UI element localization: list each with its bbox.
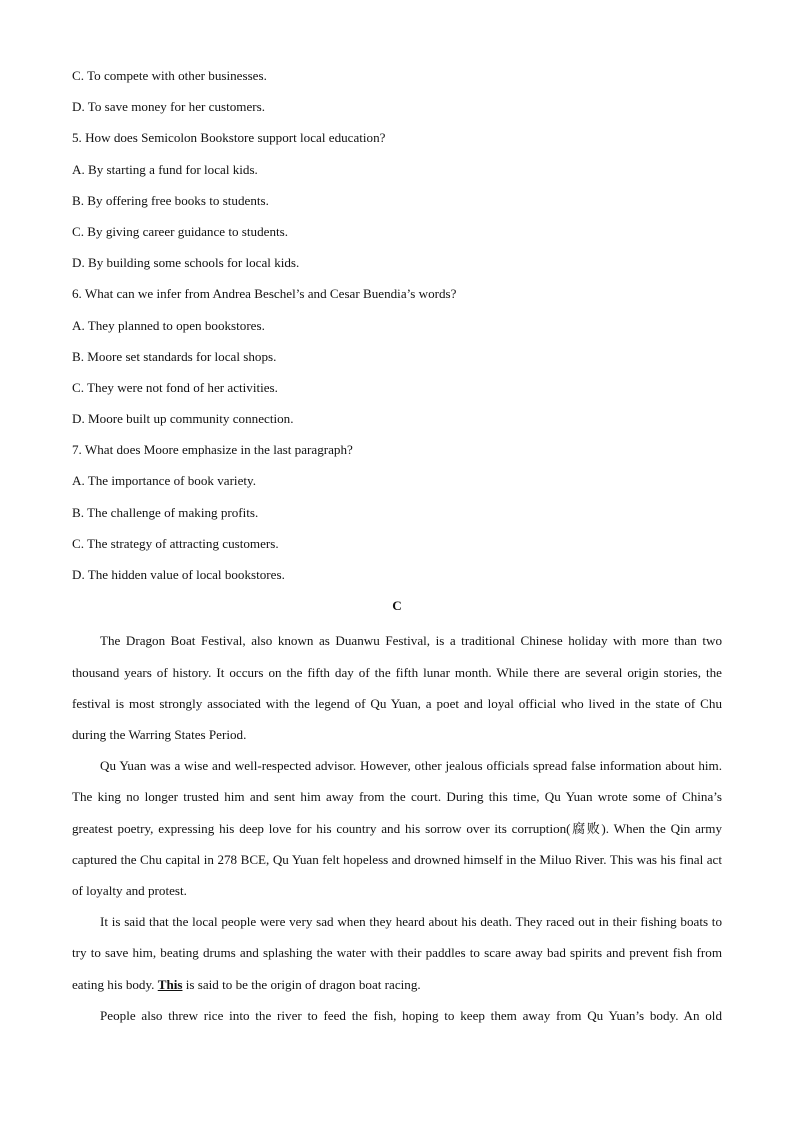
q4-option-d: D. To save money for her customers. — [72, 99, 266, 115]
q7-option-d: D. The hidden value of local bookstores. — [72, 567, 285, 582]
q5-option-b: B. By offering free books to students. — [72, 192, 269, 208]
passage-paragraph-2: Qu Yuan was a wise and well-respected advisor. However, other jealous officials spread false information about him. The king no longer trusted him and sent him away from the court. During this time, Qu Yuan wrote some of China’s greatest poetry, expressing his deep love for his country and his sorrow over its corruption(腐败). When the Qin army captured the Chu capital in 278 BCE, Qu Yuan felt hopeless and drowned himself in the Miluo River. This was his final act of loyalty and protest. — [72, 758, 722, 898]
q6-option-d: D. Moore built up community connection. — [72, 411, 294, 427]
underlined-word-this: This — [157, 976, 183, 992]
passage-paragraph-4: People also threw rice into the river to feed the fish, hoping to keep them away from Qu Yuan’s body. An old — [100, 1007, 722, 1023]
passage-heading: C — [392, 598, 402, 614]
q5-stem: 5. How does Semicolon Bookstore support local education? — [72, 130, 386, 146]
q6-stem: 6. What can we infer from Andrea Beschel’s and Cesar Buendia’s words? — [72, 286, 457, 302]
paragraph-3-text-after: is said to be the origin of dragon boat racing. — [185, 976, 421, 992]
q6-option-b: B. Moore set standards for local shops. — [72, 348, 277, 364]
q6-option-a: A. They planned to open bookstores. — [72, 317, 265, 333]
q7-option-c: C. The strategy of attracting customers. — [72, 535, 279, 551]
paragraph-3-text-before: It is said that the local people were very sad when they heard about his death. They raced out in their fishing boats to try to save him, beating drums and splashing the water with their paddles to scare away bad spirits and prevent fish from eating his body. — [72, 914, 722, 992]
q7-option-b: B. The challenge of making profits. — [72, 504, 259, 520]
q5-option-d: D. By building some schools for local kids. — [72, 255, 300, 271]
document-page — [72, 64, 722, 1031]
passage-paragraph-3 — [72, 906, 722, 1000]
q5-option-a: A. By starting a fund for local kids. — [72, 161, 258, 177]
q6-option-c: C. They were not fond of her activities. — [72, 379, 278, 395]
q4-option-c: C. To compete with other businesses. — [72, 68, 267, 83]
q7-stem: 7. What does Moore emphasize in the last paragraph? — [72, 442, 353, 458]
q7-option-a: A. The importance of book variety. — [72, 473, 256, 489]
q5-option-c: C. By giving career guidance to students. — [72, 223, 288, 239]
passage-paragraph-1: The Dragon Boat Festival, also known as Duanwu Festival, is a traditional Chinese holiday with more than two thousand years of history. It occurs on the fifth day of the fifth lunar month. While there are several origin stories, the festival is most strongly associated with the legend of Qu Yuan, a poet and loyal official who lived in the state of Chu during the Warring States Period. — [72, 633, 722, 742]
